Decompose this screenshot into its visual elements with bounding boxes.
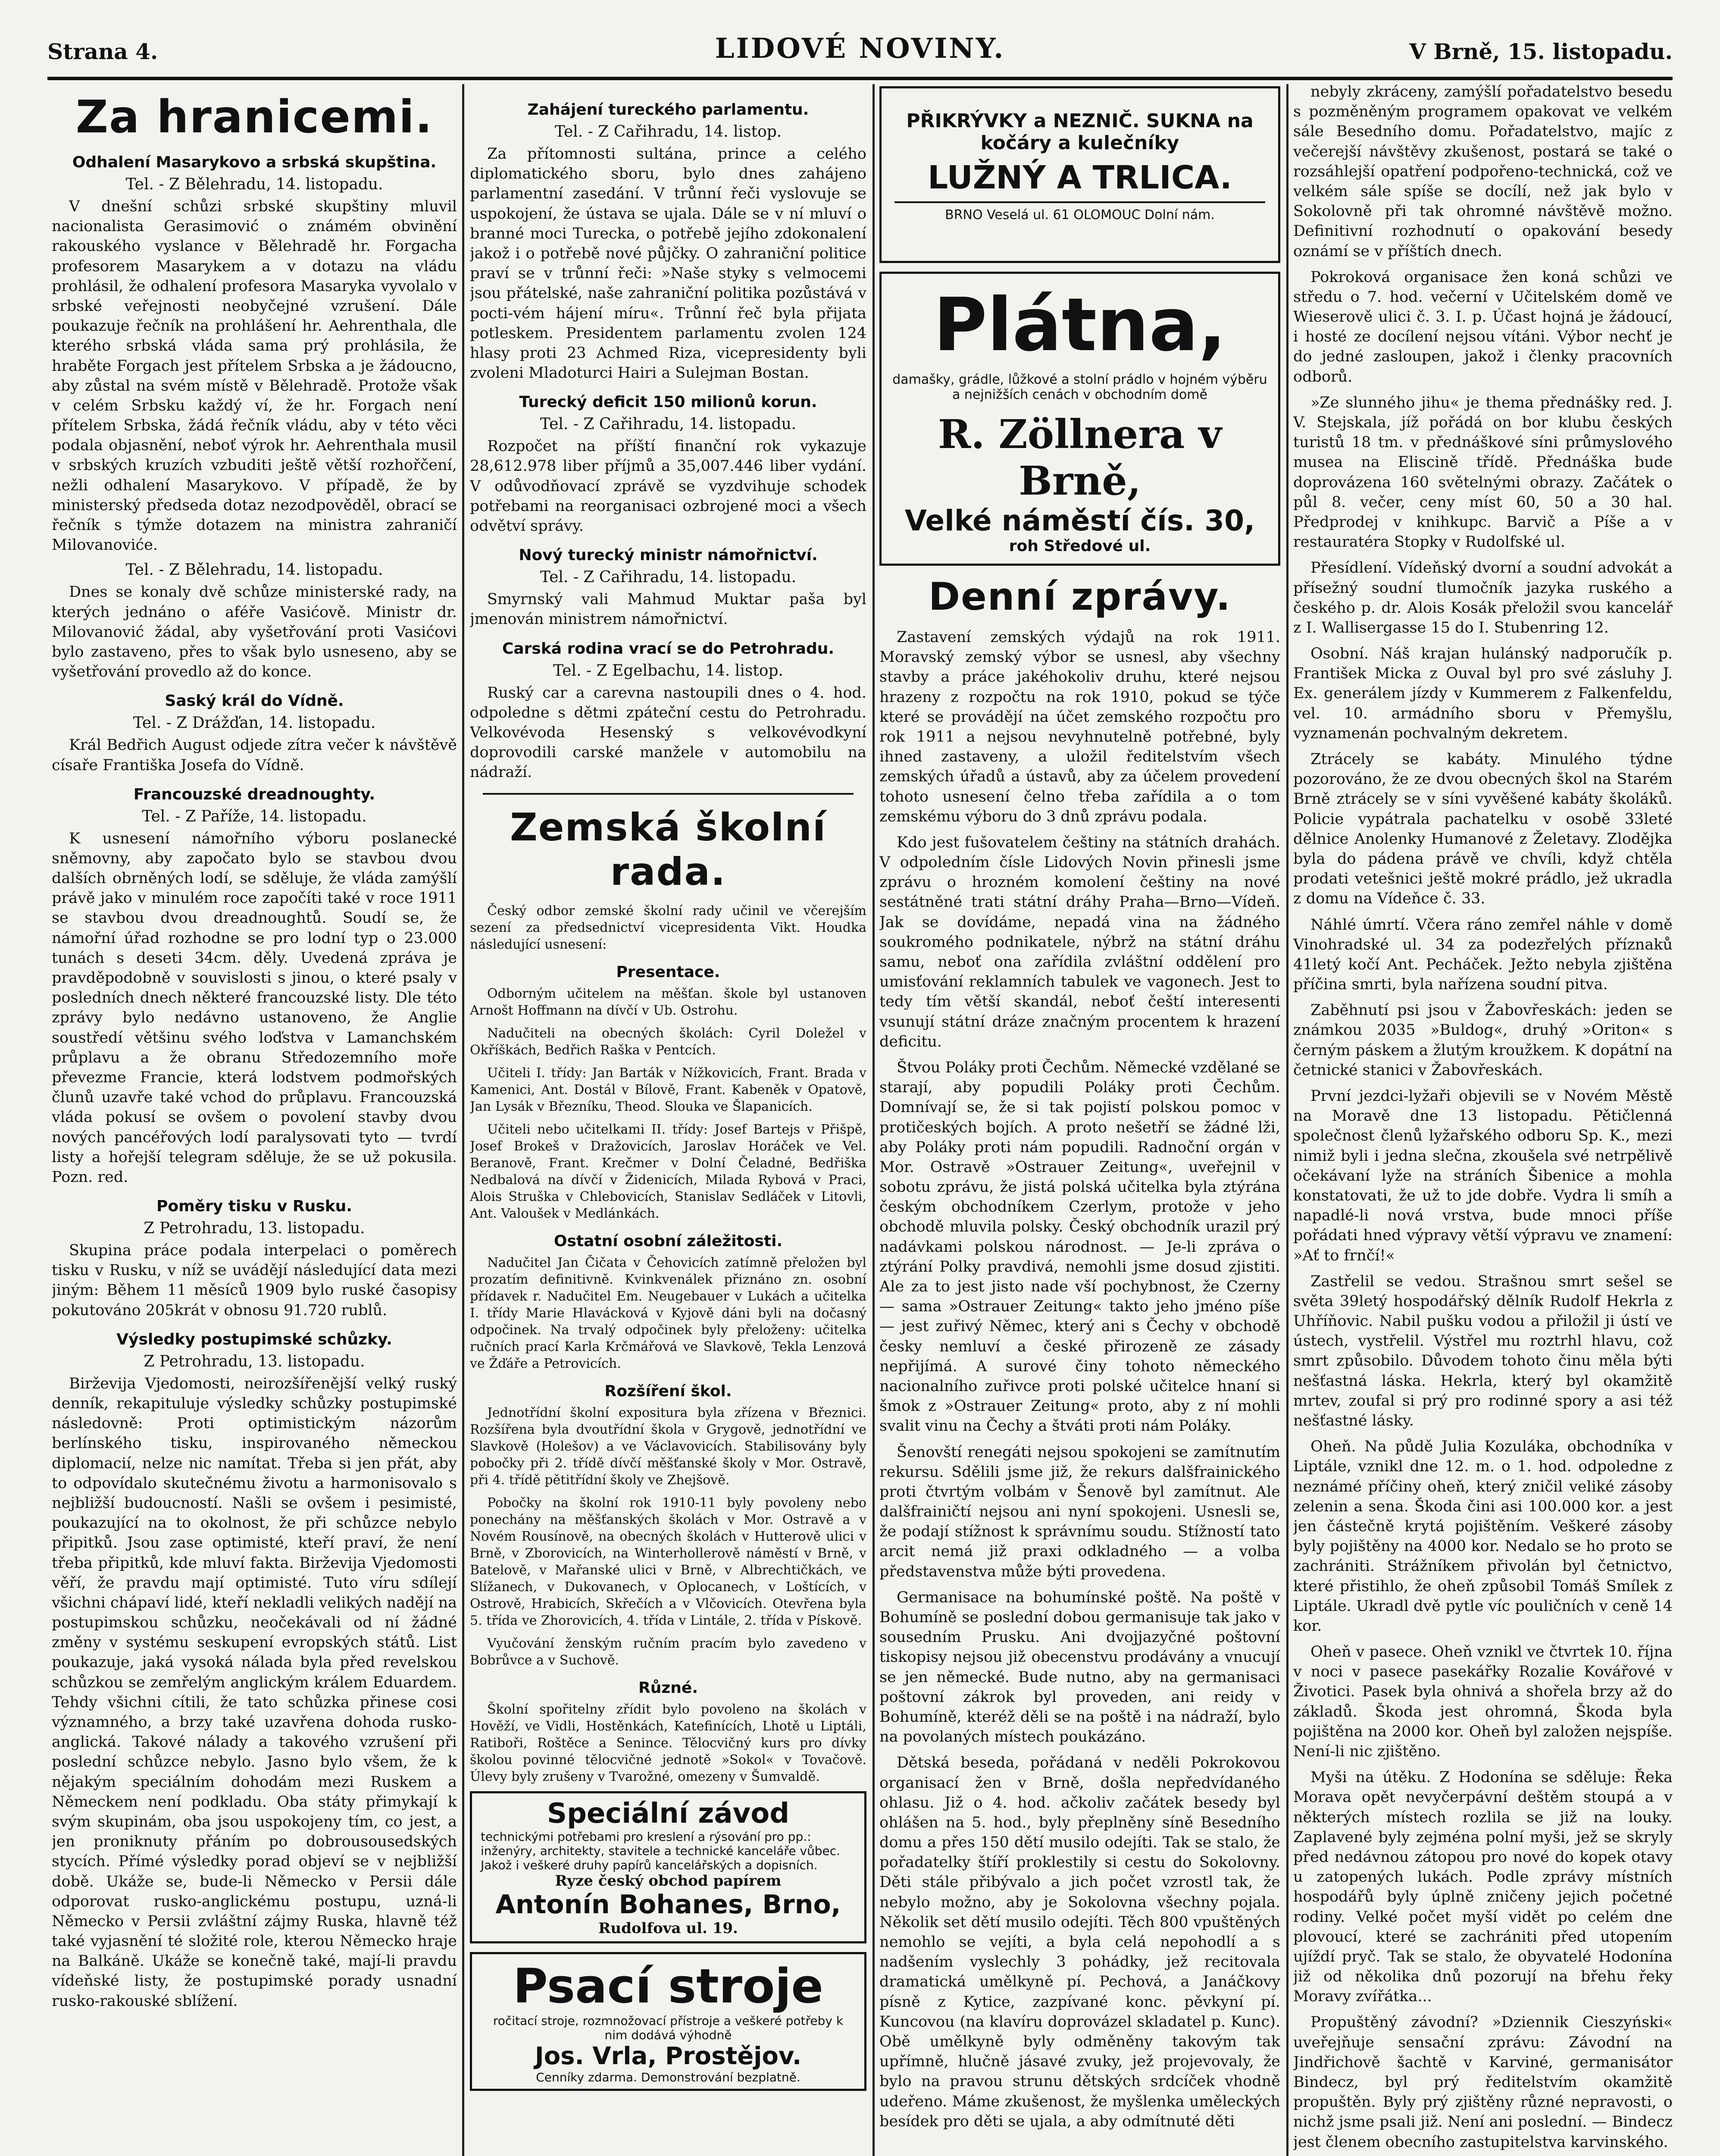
issue-date: V Brně, 15. listopadu. [1409,39,1673,64]
subsection-title: Rozšíření škol. [604,1382,732,1400]
article-title: Zahájení tureckého parlamentu. [527,101,809,119]
article-paragraph: Jednotřídní školní expositura byla zřízena v Březnici. Rozšířena byla dvoutřídní škola v Grygově, jednotřídní ve Slavkově (Holešov) a ve Václavovicích. Stabilisovány byly pobočky při 2. třídě dívčí měšťanské školy v Mor. Ostravě, při 4. třídě pětitřídní školy ve Zhejšově. [470,1405,866,1488]
column-divider [1286,84,1288,2156]
ad-title: Speciální závod [547,1797,790,1830]
subsection-title: Presentace. [616,963,720,981]
advertisement-zollner [879,272,1280,566]
section-headline: Zemská školní rada. [510,805,827,894]
dateline: Z Petrohradu, 13. listopadu. [144,1219,365,1238]
article-title: Turecký deficit 150 milionů korun. [519,393,817,411]
dateline: Tel. - Z Bělehradu, 14. listopadu. [125,175,383,193]
article-paragraph: Nadučitel Jan Čičata v Čehovicích zatímně přeložen byl prozatím definitivně. Kvinkvenálek přiznáno zn. osobní přídavek r. Nadučitel Em. Neugebauer v Lukách a učitelka I. třídy Marie Hlavácková v Kyjově dáni byli na dočasný odpočinek. Na trvalý odpočinek byly přeloženy: učitelka ručních prací Karla Krčmářová ve Slavkově, Tekla Lenzová ve Žďáře a Petrovicích. [470,1255,866,1371]
article-paragraph: Smyrnský vali Mahmud Muktar paša byl jmenován ministrem námořnictví. [470,591,866,628]
ad-company: Jos. Vrla, Prostějov. [535,2042,802,2070]
article-paragraph: Český odbor zemské školní rady učinil ve včerejším sezení za předsednictví vicepresidenta Vikt. Houdka následující usnesení: [470,903,866,952]
dateline: Tel. - Z Drážďan, 14. listopadu. [133,714,376,732]
ad-place: Velké náměstí čís. 30, [904,504,1255,537]
ad-company: LUŽNÝ A TRLICA. [928,159,1232,196]
newspaper-title: LIDOVÉ NOVINY. [715,32,1005,65]
section-headline: Denní zprávy. [929,574,1231,619]
page-header [47,30,1673,78]
article-paragraph: Ruský car a carevna nastoupili dnes o 4. hod. odpoledne s dětmi zpáteční cestu do Petrohradu. Velkovévoda Hesenský s velkovévodkyní doprovodili carské manžele v automobilu na nádraží. [470,684,866,781]
dateline: Tel. - Z Egelbachu, 14. listop. [553,661,783,680]
column-divider [462,84,464,2156]
header-rule [47,77,1673,80]
article-paragraph: Birževija Vjedomosti, neirozšířenější velký ruský denník, rekapituluje výsledky schůzky postupimské následovně: Proti optimistickým názorům berlínského tisku, inspirovaného německou diplomacií, nelze nic namítat. Třeba si jen přát, aby to odpovídalo skutečnému životu a harmonisovalo s nejbližší budoucností. Našli se ovšem i pesimisté, poukazující na to okolnost, že při schůzce nebylo připitků. Jsou zase optimisté, kteří praví, že není třeba připitků, kde mluví fakta. Birževija Vjedomosti věří, že pravdu mají optimisté. Tuto víru sdílejí všichni chápaví lidé, kteří nekladli velikých nadějí na postupimskou schůzku, neočekávali od ní žádné změny v systému seskupení evropských států. List poukazuje, jaká vysoká nálada byla před revelskou schůzkou se zemřelým anglickým králem Eduardem. Tehdy všichni cítili, že tato schůzka přinese cosi významného, a brzy také uzavřena dohoda rusko-anglická. Takové nálady a takového vzrušení při poslední schůzce nebylo. Jasno bylo všem, že k nějakým speciálním dohodám mezi Ruskem a Německem není podkladu. Oba státy přimykají k svým skupinám, oba jsou uspokojeny tím, co jest, a jen proniknuty přáním po dobrousousedských stycích. Přímé výsledky porad objeví se v nejbližší době. Ukáže se, bude-li Německo v Persii dále odporovat rusko-anglickému postupu, uzná-li Německo v Persii zvláštní zájmy Ruska, hlavně též také vyjasnění té složité role, kterou Německo hraje na Balkáně. Ukáže se konečně také, mají-li pravdu vídeňské listy, že postupimské porady usnadní rusko-rakouské sblížení. [52,1375,457,2010]
article-paragraph: Vyučování ženským ručním pracím bylo zavedeno v Bobrůvce a v Suchově. [470,1636,866,1668]
dateline: Tel. - Z Cařihradu, 14. listopadu. [540,568,797,586]
article-paragraph: Rozpočet na příští finanční rok vykazuje 28,612.978 liber příjmů a 35,007.446 liber vydání. V odůvodňovací zprávě se vyzdvihuje schodek potřebami na reorganisaci ozbrojené moci a všech odvětví správy. [470,438,866,535]
ad-title: Psací stroje [513,1958,823,2014]
news-item: Zastavení zemských výdajů na rok 1911. Moravský zemský výbor se usnesl, aby všechny stavby a práce jakéhokoliv druhu, které nejsou hrazeny z rozpočtu na rok 1910, pokud se týče které se provádějí na účet zemského rozpočtu pro rok 1911 a nejsou nevyhnutelně potřebné, byly ihned zastaveny, a uložil ředitelstvím všech zemských úřadů a ústavů, aby za účelem provedení tohoto usnesení čelno třeba zařídila a o tom zemskému výboru do 3 dnů zprávu podala. [879,629,1280,825]
article-paragraph: Král Bedřich August odjede zítra večer k návštěvě císaře Františka Josefa do Vídně. [52,736,457,774]
news-item: »Ze slunného jihu« je thema přednášky red. J. V. Stejskala, jíž pořádá on bor klubu českých turistů 18 tm. v přednáškové síni průmyslového musea na Eliscině třídě. Přednáška bude doprovázena 160 světelnými obrazy. Začátek o půl 8. večer, ceny míst 60, 50 a 30 hal. Předprodej v knihkupc. Barvič a Píše a v restauratéra Stopky v Rudolfské ul. [1293,394,1673,551]
advertisement-bohanes [470,1791,866,1943]
subsection-title: Ostatní osobní záležitosti. [554,1232,783,1250]
ad-slogan: PŘIKRÝVKY a NEZNIČ. SUKNA na kočáry a kulečníky [906,110,1254,154]
subsection-title: Různé. [638,1679,698,1697]
advertisement-typewriters [470,1952,866,2091]
column-divider [873,84,875,2156]
news-item: Pokroková organisace žen koná schůzi ve středu o 7. hod. večerní v Učitelském domě ve Wieserově ulici č. 3. I. p. Účast hojná je žádoucí, i hosté ze docílení nejsou vítáni. Výbor nechť je do jedné zasloupen, jakož i členky pracovních odborů. [1293,268,1673,385]
column-turkey-news [470,91,866,2156]
news-item: Dětská beseda, pořádaná v neděli Pokrokovou organisací žen v Brně, došla nepředvídaného ohlasu. Již o 4. hod. ačkoliv začátek besedy byl ohlášen na 5. hod., byly přeplněny síně Besedního domu a přes 150 dětí musilo odejíti. Tak se stalo, že pořadatelky štíří proklestily si cestu do Sokolovny. Děti stále přibývalo a jich počet vzrostl tak, že nebylo možno, aby je Sokolovna všechny pojala. Několik set dětí musilo odejíti. Těch 800 vpuštěných nemohlo se vejíti, a byla celá nepohodlí a s nadšením vyslechly 3 pohádky, jež recitovala dramatická umělkyně pí. Pechová, a Janáčkovy písně z Kytice, zazpívané konc. pěvkyní pí. Kuncovou (na klavíru doprovázel skladatel p. Kunc). Obě umělkyně byly odměněny takovým tak upřímně, hlučně jásavé zvuky, jež projevovaly, že bylo na pravou strunu dětských srdcíček vhodně udeřeno. Máme zkušenost, že myšlenka uměleckých besídek pro děti se ujala, a aby odmítnuté děti [879,1754,1280,2130]
ad-company: R. Zöllnera v Brně, [938,411,1222,504]
news-item: Ztrácely se kabáty. Minulého týdne pozorováno, že ze dvou obecných škol na Starém Brně ztrácely se v síni vyvěšené kabáty školáků. Policie vypátrala pachatelku v osobě 33leté dělnice Anolenky Humanové z Želetavy. Zlodějka byla do pádena právě ve chvíli, když chtěla prodati vetešnici ještě mokré prádlo, jež ukradla z domu na Vídeňce č. 33. [1293,751,1673,908]
page-number: Strana 4. [47,39,158,64]
article-title: Poměry tisku v Rusku. [156,1197,352,1216]
ad-text: technickými potřebami pro kreslení a rýsování pro pp.: inženýry, architekty, stavitele a technické kanceláře vůbec. Jakož i veškeré druhy papírů kancelářských a dopisních. [481,1829,841,1872]
section-divider [483,793,854,795]
news-item: Šenovští renegáti nejsou spokojeni se zamítnutím rekursu. Sdělili jsme již, že rekurs dalšfrainického proti čtvrtým volbám v Šenově byl zamítnut. Ale dalšfrainičtí nejsou ani nyní spokojeni. Usnesli se, že podají stížnost k správnímu soudu. Stížností tato arcit nemá již praxi odkladného — a volba představenstva může býti provedena. [879,1443,1280,1580]
news-item: Propuštěný závodní? »Dziennik Cieszyński« uveřejňuje sensační zprávu: Závodní na Jindřichově šachtě v Karviné, germanisátor Bindecz, byl prý ředitelstvím okamžitě propuštěn. Byly prý zjištěny různé nepravosti, o nichž jsme psali již. Není ani poslední. — Bindecz jest členem obecního zastupitelstva karvinského. [1293,2014,1673,2151]
news-item: Osobní. Náš krajan hulánský nadporučík p. František Micka z Ouval byl pro své zásluhy J. Ex. generálem jízdy v Kummerem z Falkenfeldu, vel. 10. armádního sboru v Přemyšlu, vyznamenán pochvalným dekretem. [1293,645,1673,742]
article-title: Francouzské dreadnoughty. [133,785,375,803]
ad-address: Rudolfova ul. 19. [598,1919,738,1937]
dateline: Tel. - Z Cařihradu, 14. listop. [554,123,782,141]
dateline: Tel. - Z Bělehradu, 14. listopadu. [125,561,383,579]
news-item: Myši na útěku. Z Hodonína se sděluje: Řeka Morava opět nevyčerpávní deštěm stoupá a v některých místech rozlila se již na louky. Zaplavené byly zejména polní myši, jež se skryly před nedávnou zátopou pro nové do kopek otavy u zatopených lukách. Podle zprávy místních hospodářů byly úplně zničeny jejich početné rodiny. Velké počet myší vidět po celém dne plovoucí, které se zachrániti před utopením ujíždí pryč. Tak se stalo, že obyvatelé Hodonína již od několika dnů pozorují na břehu řeky Moravy zvířátka... [1293,1769,1673,2006]
ad-address: BRNO Veselá ul. 61 OLOMOUC Dolní nám. [894,201,1265,222]
dateline: Tel. - Z Paříže, 14. listopadu. [142,807,367,825]
article-paragraph: Skupina práce podala interpelaci o poměrech tisku v Rusku, v níž se uvádějí následující data mezi jiným: Během 11 měsíců 1909 bylo ruské časopisy pokutováno 205krát v obnosu 91.720 rublů. [52,1242,457,1319]
article-title: Saský král do Vídně. [165,692,344,710]
article-paragraph: Odborným učitelem na měšťan. škole byl ustanoven Arnošt Hoffmann na dívčí v Ub. Ostrohu. [470,986,866,1018]
article-paragraph: Za přítomnosti sultána, prince a celého diplomatického sboru, bylo dnes zahájeno parlamentní zasedání. V trůnní řeči vyslovuje se uspokojení, že ústava se ujala. Dále se v ní mluví o branné moci Turecka, o potřebě jejího zdokonalení jakož i o potřebě nové půjčky. O zahraniční politice praví se v trůnní řeči: »Naše styky s velmocemi jsou přátelské, naše zahraniční politika pozůstává v pocti-vém hájení míru«. Trůnní řeč byla přijata potleskem. Presidentem parlamentu zvolen 124 hlasy proti 23 Achmed Riza, vicepresidenty byli zvoleni Mladoturci Hairi a Sulejman Bostan. [470,145,866,382]
ad-title: Plátna, [933,282,1226,368]
dateline: Tel. - Z Cařihradu, 14. listopadu. [540,415,797,433]
ad-note: Cenníky zdarma. Demonstrování bezplatně. [536,2070,801,2084]
article-paragraph: V dnešní schůzi srbské skupštiny mluvil nacionalista Gerasimović o známém obvinění rakouského vyslance v Bělehradě hr. Forgacha profesorem Masarykem a v dotazu na vládu prohlásil, že odhalení profesora Masaryka vyvolalo v srbské veřejnosti neobyčejné vzrušení. Dále poukazuje řečník na prohlášení hr. Aehrenthala, dle kterého srbská vláda sama prý prohlásila, že hraběte Forgach jest přítelem Srbska a je žádoucno, aby zůstal na svém místě v Bělehradě. Protože však v celém Srbsku každý ví, že hr. Forgach není přítelem Srbska, žádá řečník vládu, aby v této věci podala objasnění, neboť výrok hr. Aehrenthala musil v srbských kruzích vzbuditi ještě větší rozhořčení, nežli odhalení Masarykovo. V případě, že by ministerský předseda dotaz nezodpověděl, obrací se řečník s týmže dotazem na ministra zahraničí Milovanoviće. [52,198,457,554]
column-daily-news [879,82,1280,2156]
news-item: Oheň v pasece. Oheň vznikl ve čtvrtek 10. října v noci v pasece pasekářky Rozalie Kovářové v Životici. Pasek byla ohnivá a shořela brzy až do základů. Škoda jest ohromná, Škoda byla pojištěna na 2000 kor. Oheň byl založen nejspíše. Není-li nic zjištěno. [1293,1643,1673,1760]
ad-subtitle: Ryze český obchod papírem [555,1872,782,1890]
dateline: Z Petrohradu, 13. listopadu. [144,1352,365,1370]
ad-address: roh Středové ul. [1009,537,1151,555]
article-title: Nový turecký ministr námořnictví. [519,546,818,564]
article-title: Výsledky postupimské schůzky. [116,1330,392,1348]
article-paragraph: Učiteli I. třídy: Jan Barták v Nížkovicích, Frant. Brada v Kamenici, Ant. Dostál v Bílově, Frant. Kabeněk v Opatově, Jan Lysák v Březníku, Theod. Slouka ve Šlapanicích. [470,1065,866,1114]
news-item: Oheň. Na půdě Julia Kozuláka, obchodníka v Liptále, vznikl dne 12. m. o 1. hod. odpoledne z neznámé příčiny oheň, který zničil veliké zásoby zelenin a sena. Škoda čini asi 100.000 kor. a jest jen částečně krytá pojištěním. Veškeré zásoby byly pojištěny na 4000 kor. Nedalo se ho proto se zachrániti. Strážníkem přivolán byl četnictvo, které přistihlo, že oheň způsobil Tomáš Smílek z Liptále. Ukradl dvě pytle víc pouličních v ceně 14 kor. [1293,1438,1673,1635]
news-item: První jezdci-lyžaři objevili se v Novém Městě na Moravě dne 13 listopadu. Pětičlenná společnost členů lyžařského odboru Sp. K., mezi nimiž byli i jedna slečna, zkoušela své netrpělivě očekávaní lyže na stráních Šibenice a mohla konstatovati, že už to jde dobře. Vydra li smíh a napadlé-li nová vrstva, bude mnoci příše pořádati hned výpravy větší výpravu ve znamení: »Ať to frnčí!« [1293,1087,1673,1264]
article-paragraph: Pobočky na školní rok 1910-11 byly povoleny nebo ponechány na měšťanských školách v Mor. Ostravě a v Novém Rousínově, na obecných školách v Hutterově ulici v Brně, v Zborovicích, na Winterhollerově náměstí v Brně, v Batelově, v Mařanské ulici v Brně, v Albrechtičkách, ve Slížanech, v Dukovanech, v Oplocanech, v Loštících, v Ostrově, Hrabicích, Skřečích a v Vlčovicích. Otevřena byla 5. třída ve Zhorovicích, 4. třída v Lintále, 2. třída v Pískově. [470,1495,866,1628]
column-foreign-news [52,91,457,2156]
news-item: Štvou Poláky proti Čechům. Německé vzdělané se starají, aby popudili Poláky proti Čechům. Domnívají se, že si tak pojistí polskou pomoc v protičeských bojích. A proto nešetří se žádné lži, aby Poláky proti nám popudili. Radnoční orgán v Mor. Ostravě »Ostrauer Zeitung«, uveřejnil v sobotu zprávu, že jistá polská učitelka byla ztýrána českým obchodníkem Czerlym, protože v jeho obchodě mluvila polsky. Český obchodník urazil prý nadávkami polskou národnost. — Je-li zpráva o ztýrání Polky pravdivá, nemohli jsme dosud zjistiti. Ale za to jest jisto nade vší pochybnost, že Czerny — sama »Ostrauer Zeitung« takto jeho jméno píše — jest zuřivý Němec, který ani s Čechy v obchodě česky nemluví a české přirozeně ze zásady nepřijímá. A surové činy tohoto německého nacionalního zuřivce proti polské učitelce hnaní si šmok z »Ostrauer Zeitung« proto, aby z ní mohli svalit vinu na Čechy a štváti proti nám Poláky. [879,1059,1280,1435]
news-item: Kdo jest fušovatelem češtiny na státních drahách. V odpoledním čísle Lidových Novin přinesli jsme zprávu o hrozném komolení češtiny na nové sestátněné trati státní dráhy Praha—Brno—Vídeň. Jak se dovídáme, nepadá vina na žádného soukromého podnikatele, nýbrž na státní dráhu samu, neboť ona zařídila zvláštní oddělení pro umisťování reklamních tabulek ve vagonech. Jest to tedy tím větší skandál, neboť čeští interesenti vsunují státní dráze značným procentem k hrazení deficitu. [879,834,1280,1050]
news-item: Zaběhnutí psi jsou v Žabovřeskách: jeden se známkou 2035 »Buldog«, druhý »Oriton« s černým páskem a žlutým kroužkem. K dopátní na četnické stanici v Žabovřeskách. [1293,1002,1673,1079]
news-item: Zastřelil se vedou. Strašnou smrt sešel se světa 39letý hospodářský dělník Rudolf Hekrla z Uhříňovic. Nabil pušku vodou a přiložil ji ústí ve ústech, vystřelil. Výstřel mu roztrhl hlavu, což smrt způsobilo. Důvodem tohoto činu měla býti nešťastná láska. Hekrla, který byl okamžitě mrtev, zoufal si prý pro rodinné spory a asi též nešťastné lásky. [1293,1272,1673,1429]
news-item: Přesídlení. Vídeňský dvorní a soudní advokát a přísežný soudní tlumočník jazyka ruského a českého p. dr. Alois Kosák přeložil svou kancelář z I. Wallisergasse 15 do I. Stubenring 12. [1293,559,1673,636]
article-paragraph: Nadučiteli na obecných školách: Cyril Doležel v Okříškách, Bedřich Raška v Pentcích. [470,1025,866,1058]
ad-text: ročitací stroje, rozmnožovací přístroje a veškeré potřeby k nim dodává výhodně [493,2013,844,2042]
article-paragraph: Školní spořitelny zřídit bylo povoleno na školách v Hověží, ve Vidli, Hostěnkách, Katefinících, Lhotě u Liptáli, Ratiboři, Roštěce a Senince. Tělocvičný kurs pro dívky školou povinné tělocvičné jednotě »Sokol« v Tovačově. Úlevy byly zrušeny v Tvarožné, omezeny v Šumvaldě. [470,1702,866,1784]
article-title: Odhalení Masarykovo a srbská skupština. [72,154,437,171]
news-item: Náhlé úmrtí. Včera ráno zemřel náhle v domě Vinohradské ul. 34 za podezřelých příznaků 41letý kočí Ant. Pecháček. Ježto nebyla zjištěna příčina smrti, byla nařízena soudní pitva. [1293,916,1673,993]
advertisement-luzny-trlica [879,86,1280,263]
ad-text: damašky, grádle, lůžkové a stolní prádlo v hojném výběru a nejnižších cenách v obchodním domě [892,372,1267,402]
article-title: Carská rodina vrací se do Petrohradu. [502,639,835,658]
ad-company: Antonín Bohanes, Brno, [495,1889,841,1920]
section-headline: Za hranicemi. [75,91,433,143]
column-daily-news-continued [1293,82,1673,2156]
news-item: Germanisace na bohumínské poště. Na poště v Bohumíně se poslední dobou germanisuje tak jako v sousedním Prusku. Ani dvojjazyčné poštovní tiskopisy nejsou již obecenstvu prodávány a vnucují se jen německé. Bude nutno, aby na germanisaci poštovní zákrok byl proveden, ani reidy v Bohumíně, kteréž děli se na poště i na nádraží, bylo na povolaných místech poukázáno. [879,1589,1280,1746]
article-paragraph: Dnes se konaly dvě schůze ministerské rady, na kterých jednáno o aféře Vasićově. Ministr dr. Milovanović žádal, aby vyšetřování proti Vasićovi bylo zastaveno, přes to však bylo usneseno, aby se vyšetřování provedlo až do konce. [52,583,457,681]
article-paragraph: Učiteli nebo učitelkami II. třídy: Josef Bartejs v Přišpě, Josef Brokeš v Dražovicích, Jaroslav Horáček ve Vel. Beranově, Frant. Krečmer v Dolní Čeladné, Bedřiška Nedbalová na dívčí v Židenicích, Milada Rybová v Praci, Alois Struška v Chlebovicích, Stanislav Sedláček v Litovli, Ant. Valoušek v Medlánkách. [470,1122,866,1221]
news-item: nebyly zkráceny, zamýšlí pořadatelstvo besedu s pozměněným programem opakovat ve velkém sále Besedního domu. Pořadatelstvo, majíc z večerejší návštěvy zkušenost, postará se také o rozsáhlejší opatření podpořeno-technická, což ve velkém sále spíše se docílí, než jak bylo v Sokolovně při tak ohromné návštěvě možno. Definitivní rozhodnutí o opakování besedy oznámí se v příštích dnech. [1293,83,1673,260]
article-paragraph: K usnesení námořního výboru poslanecké sněmovny, aby započato bylo se stavbou dvou dalších obrněných lodí, se sděluje, že vláda zamýšlí právě jako v minulém roce započíti také v roce 1911 se stavbou dvou dreadnoughtů. Soudí se, že námořní úřad rozhodne se pro lodní typ o 23.000 tunách s deseti 34cm. děly. Uvedená zpráva je pravděpodobně v souvislosti s jinou, o které psaly v posledních dnech některé francouzské listy. Dle této zprávy bylo nedávno ustanoveno, že Anglie soustředí většinu svého loďstva v Lamanchském průplavu a že obranu Středozemního moře převezme Francie, která lodstvem podmořských člunů uzavře také vchod do průplavu. Francouzská vláda pokusí se ovšem o povolení stavby dvou nových pancéřových lodí paralysovati tyto — tvrdí listy a hořejší telegram sděluje, že se už pokusila. Pozn. red. [52,830,457,1186]
